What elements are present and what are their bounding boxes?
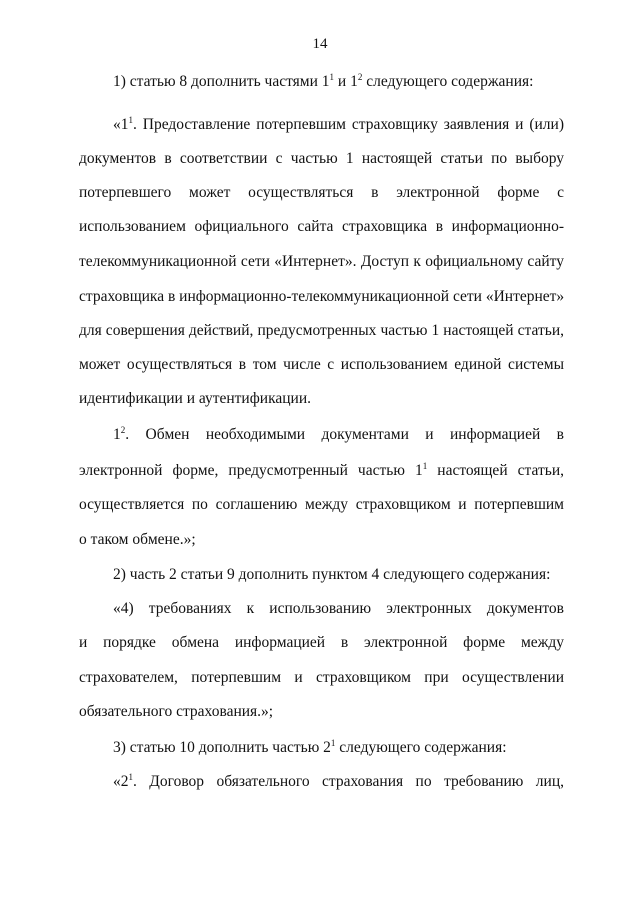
text-run: 1) статью 8 дополнить частями 1: [113, 73, 330, 90]
text-run: . Договор обязательного страхования по требованию лиц,: [133, 773, 564, 790]
text-line: [79, 390, 564, 408]
text-run: страховщика в информационно-телекоммуникационной сети «Интернет»: [79, 288, 565, 305]
superscript: 1: [422, 461, 428, 471]
superscript: 1: [128, 115, 133, 125]
text-run: документов в соответствии с частью 1 настоящей статьи по выбору: [79, 150, 564, 167]
text-line: [113, 600, 564, 618]
text-run: и 1: [334, 73, 358, 90]
text-run: 1: [113, 426, 121, 443]
text-run: потерпевшего может осуществляться в электронной форме с: [79, 184, 564, 201]
text-line: [113, 116, 564, 134]
text-line: [113, 566, 564, 584]
text-line: [79, 531, 564, 549]
superscript: 2: [357, 72, 363, 82]
text-run: может осуществляться в том числе с использованием единой системы: [79, 356, 564, 373]
text-line: [79, 184, 564, 202]
superscript: 1: [128, 772, 133, 782]
text-run: идентификации и аутентификации.: [79, 390, 312, 407]
text-run: 3) статью 10 дополнить частью 2: [113, 739, 331, 756]
text-run: электронной форме, предусмотренный частью 1: [79, 462, 423, 479]
text-run: телекоммуникационной сети «Интернет». Доступ к официальному сайту: [79, 253, 564, 270]
text-line: [113, 73, 564, 91]
text-run: осуществляется по соглашению между страховщиком и потерпевшим: [79, 496, 564, 513]
text-run: . Предоставление потерпевшим страховщику заявления и (или): [133, 116, 564, 133]
text-run: следующего содержания:: [362, 73, 534, 90]
text-run: обязательного страхования.»;: [79, 703, 274, 720]
superscript: 1: [329, 72, 335, 82]
text-line: [79, 634, 564, 652]
text-line: [79, 218, 564, 236]
text-run: следующего содержания:: [335, 739, 507, 756]
text-run: «2: [113, 773, 129, 790]
superscript: 1: [330, 738, 336, 748]
text-run: страхователем, потерпевшим и страховщиком при осуществлении: [79, 669, 564, 686]
text-line: [113, 773, 564, 791]
text-line: [79, 669, 564, 687]
text-line: [79, 462, 564, 480]
text-run: для совершения действий, предусмотренных частью 1 настоящей статьи,: [79, 322, 564, 339]
page-number: 14: [312, 36, 328, 52]
text-line: [79, 322, 564, 340]
text-line: [113, 426, 564, 444]
text-run: использованием официального сайта страховщика в информационно-: [79, 218, 564, 235]
superscript: 2: [120, 425, 126, 435]
text-run: настоящей статьи,: [427, 462, 565, 479]
text-line: [113, 739, 564, 757]
text-line: [79, 288, 564, 306]
text-run: «4) требованиях к использованию электронных документов: [113, 600, 564, 617]
text-run: и порядке обмена информацией в электронной форме между: [79, 634, 564, 651]
text-line: [79, 150, 564, 168]
text-run: 2) часть 2 статьи 9 дополнить пунктом 4 следующего содержания:: [113, 566, 551, 583]
text-line: [79, 496, 564, 514]
text-line: [79, 356, 564, 374]
text-run: . Обмен необходимыми документами и информацией в: [125, 426, 564, 443]
text-run: «1: [113, 116, 129, 133]
text-line: [79, 253, 564, 271]
text-run: о таком обмене.»;: [79, 531, 196, 548]
text-line: [79, 703, 564, 721]
